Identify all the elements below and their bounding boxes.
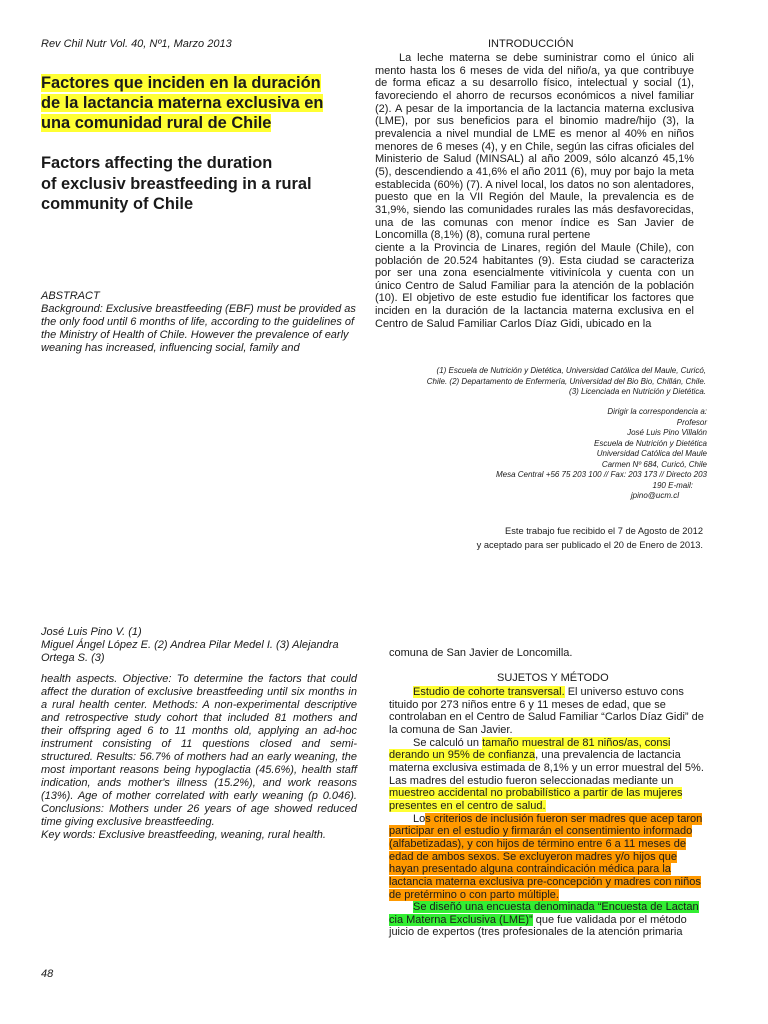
methods-heading: SUJETOS Y MÉTODO xyxy=(497,672,609,684)
received-notice xyxy=(420,525,703,552)
methods-section xyxy=(389,686,706,939)
author-line: Miguel Ángel López E. (2) Andrea Pilar Medel I. (3) Alejandra Ortega S. (3) xyxy=(41,639,339,664)
methods-paragraph-2 xyxy=(389,737,706,813)
correspondence-email: jpino@ucm.cl xyxy=(630,491,679,500)
intro-section xyxy=(375,52,694,330)
affiliation-line: (1) Escuela de Nutrición y Dietética, Universidad Católica del Maule, Curicó, xyxy=(436,366,706,375)
title-en-line-3: community of Chile xyxy=(41,195,194,213)
journal-reference: Rev Chil Nutr Vol. 40, Nº1, Marzo 2013 xyxy=(41,38,232,50)
intro-paragraph-2: ciente a la Provincia de Linares, región del Maule (Chile), con población de 20.524 habitantes (9). Esta ciudad se caracteriza por ser una zona esencialmente vitivinícola y cuenta con un único Centro de Salud Familiar para la atención de la población (10). El objetivo de este estudio fue identificar los factores que inciden en la duración de la lactancia materna exclusiva en el Centro de Salud Familiar Carlos Díaz Gidi, ubicado en la xyxy=(375,241,694,330)
title-es-line-1: Factores que inciden en la duración xyxy=(41,74,321,92)
correspondence-line: José Luis Pino Villalón xyxy=(627,428,707,437)
correspondence-line: Universidad Católica del Maule xyxy=(596,449,707,458)
affiliations xyxy=(376,366,706,398)
correspondence-line: Profesor xyxy=(676,417,707,427)
methods-text: , una prevalencia de lactancia materna exclusiva estimada de 8,1% y un error muestral del 5%. Las madres del estudio fueron seleccionadas mediante un xyxy=(389,749,704,787)
abstract-text: Background: Exclusive breastfeeding (EBF) must be provided as the only food until 6 months of life, according to the guidelines of the Ministry of Health of Chile. However the prevalence of early weaning has increased, influencing social, family and xyxy=(41,303,356,354)
highlight-sample-size: tamaño muestral de 81 niños/as, consi derando un 95% de confianza xyxy=(389,736,671,762)
highlight-sampling: muestreo accidental no probabilístico a partir de las mujeres presentes en el centro de salud. xyxy=(389,787,683,812)
intro-heading: INTRODUCCIÓN xyxy=(488,38,574,50)
authors xyxy=(41,626,371,665)
highlight-study-design: Estudio de cohorte transversal. xyxy=(413,686,565,698)
methods-text: Se calculó un xyxy=(413,736,483,749)
author-line: José Luis Pino V. (1) xyxy=(41,626,142,638)
affiliation-line: Chile. (2) Departamento de Enfermería, Universidad del Bio Bio, Chillán, Chile. xyxy=(426,376,706,386)
correspondence-line: Mesa Central +56 75 203 100 // Fax: 203 173 // Directo 203 xyxy=(495,470,707,479)
title-es-line-3: una comunidad rural de Chile xyxy=(41,114,272,132)
title-en-line-2: of exclusiv breastfeeding in a rural xyxy=(41,174,312,193)
highlight-survey: Se diseñó una encuesta denominada “Encuesta de Lactan cia Materna Exclusiva (LME)” xyxy=(389,901,699,926)
abstract-continued xyxy=(41,673,357,842)
keywords: Key words: Exclusive breastfeeding, weaning, rural health. xyxy=(41,829,326,841)
correspondence xyxy=(440,407,707,502)
methods-paragraph-3 xyxy=(389,813,706,902)
intro-continuation: comuna de San Javier de Loncomilla. xyxy=(389,647,573,659)
affiliation-line: (3) Licenciada en Nutrición y Dietética. xyxy=(569,387,706,396)
page-number: 48 xyxy=(41,968,54,980)
highlight-inclusion-criteria: s criterios de inclusión fueron ser madres que acep taron participar en el estudio y firmarán el consentimiento informado (alfabetizadas), y con hijos de término entre 6 a 11 meses de edad de ambos sexos. Se excluyeron madres y/o hijos que hayan presentado alguna contraindicación médica para la lactancia materna exclusiva pre-concepción y madres con niños de pretérmino o con parto múltiple. xyxy=(389,812,703,901)
intro-paragraph-1: La leche materna se debe suministrar como el único ali mento hasta los 6 meses de vida del niño/a, ya que contribuye de forma eficaz a su desarrollo físico, intelectual y social (1), favoreciendo el ahorro de recursos económicos a nivel familiar (2). A pesar de la importancia de la lactancia materna exclusiva (LME), por sus beneficios para el binomio madre/hijo (3), la prevalencia a nivel mundial de LME es menor al 40% en niños menores de 6 meses (4), y en Chile, según las cifras oficiales del Ministerio de Salud (MINSAL) al año 2009, sólo alcanzó 45,1% (5), descendiendo a 41,6% el año 2011 (6), muy por bajo la meta establecida (60%) (7). A nivel local, los datos no son alentadores, puesto que en la VII Región del Maule, la prevalencia es de 31,9%, siendo las comunidades rurales las más desfavorecidas, una de las comunas con menor índice es San Javier de Loncomilla (8,1%) (8), comuna rural pertene xyxy=(375,52,694,242)
correspondence-line: Carmen Nº 684, Curicó, Chile xyxy=(601,459,707,469)
methods-text: que fue validada por el método juicio de expertos (tres profesionales de la atención primaria xyxy=(389,913,687,939)
title-en-line-1: Factors affecting the duration xyxy=(41,154,273,172)
received-line: Este trabajo fue recibido el 7 de Agosto de 2012 xyxy=(505,526,703,536)
methods-text: Lo xyxy=(413,812,426,825)
abstract-heading: ABSTRACT xyxy=(41,290,100,302)
methods-paragraph-4 xyxy=(389,901,706,939)
title-english xyxy=(41,153,371,215)
methods-paragraph-1 xyxy=(389,686,706,737)
methods-text: El universo estuvo cons tituido por 273 niños entre 6 y 11 meses de edad, que se controlaban en el Centro de Salud Familiar “Carlos Díaz Gidi” de la comuna de San Javier. xyxy=(389,686,704,736)
accepted-line: y aceptado para ser publicado el 20 de Enero de 2013. xyxy=(476,539,703,550)
title-spanish xyxy=(41,73,356,133)
abstract-section xyxy=(41,290,367,355)
correspondence-line: Escuela de Nutrición y Dietética xyxy=(594,438,707,448)
title-es-line-2: de la lactancia materna exclusiva en xyxy=(41,94,324,112)
correspondence-line: Dirigir la correspondencia a: xyxy=(607,407,707,416)
correspondence-line: 190 E-mail: xyxy=(652,480,693,490)
abstract-continued-text: health aspects. Objective: To determine the factors that could affect the duration of exclusive breastfeeding until six months in a rural health center. Methods: A non-experimental descriptive and retrospective study cohort that included 81 mothers and their offspring aged 6 to 11 months old, applying an ad-hoc instrument consisting of 11 questions closed and semi-structured. Results: 56.7% of mothers had an early weaning, the most important reasons being hypoglactia (45.6%), health staff indication, ands mother's illness (15.2%), and work reasons (13%). Age of mother correlated with early weaning (p 0.046). Conclusions: Mothers under 26 years of age showed reduced time giving exclusive breastfeeding. xyxy=(41,673,357,828)
